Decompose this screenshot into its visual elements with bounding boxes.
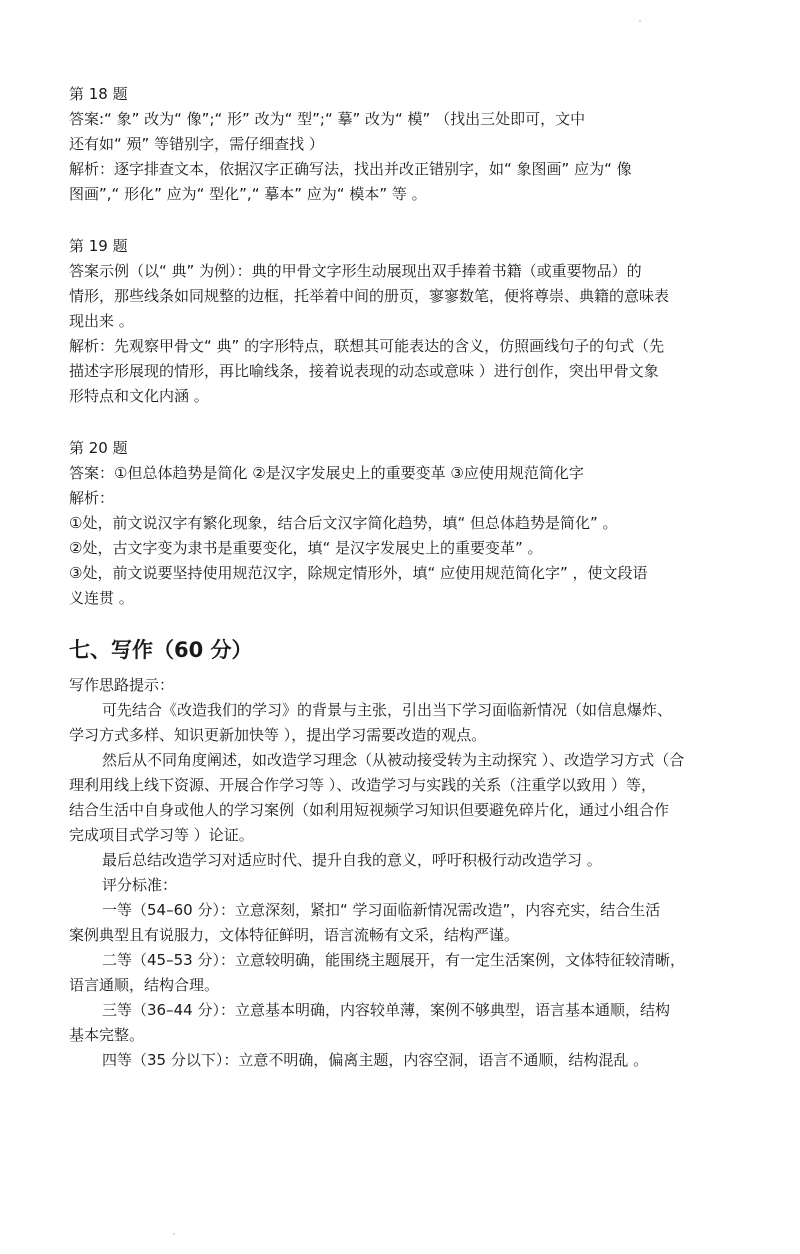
paragraph-line: 可先结合《改造我们的学习》的背景与主张，引出当下学习面临新情况（如信息爆炸、 xyxy=(102,701,673,719)
answer-line: 答案：①但总体趋势是简化 ②是汉字发展史上的重要变革 ③应使用规范简化字 xyxy=(69,464,584,482)
question-18-block xyxy=(69,82,749,207)
analysis-line: 解析：先观察甲骨文“ 典” 的字形特点，联想其可能表达的含义，仿照画线句子的句式（先 xyxy=(69,337,665,355)
question-title: 第 20 题 xyxy=(69,439,128,457)
grading-line: 三等（36–44 分）：立意基本明确，内容较单薄，案例不够典型，语言基本通顺，结构 xyxy=(102,1001,670,1019)
answer-line: 答案:“ 象” 改为“ 像”;“ 形” 改为“ 型”;“ 摹” 改为“ 模” （找出三处即可，文中 xyxy=(69,110,586,128)
question-20-block xyxy=(69,436,749,611)
analysis-line: 解析：逐字排查文本，依据汉字正确写法，找出并改正错别字，如“ 象图画” 应为“ 像 xyxy=(69,160,632,178)
question-19-block xyxy=(69,234,749,409)
answer-line: 答案示例（以“ 典” 为例）：典的甲骨文字形生动展现出双手捧着书籍（或重要物品）的 xyxy=(69,262,642,280)
analysis-line: 图画”,“ 形化” 应为“ 型化”,“ 摹本” 应为“ 模本” 等 。 xyxy=(69,185,427,203)
scan-speck xyxy=(173,1233,175,1235)
paragraph-line: 完成项目式学习等 ）论证。 xyxy=(69,826,254,844)
grading-line: 一等（54–60 分）：立意深刻，紧扣“ 学习面临新情况需改造”，内容充实，结合生活 xyxy=(102,901,661,919)
grading-line: 四等（35 分以下）：立意不明确，偏离主题，内容空洞，语言不通顺，结构混乱 。 xyxy=(102,1051,649,1069)
grading-line: 案例典型且有说服力，文体特征鲜明，语言流畅有文采，结构严谨。 xyxy=(69,926,520,944)
answer-line: 情形，那些线条如同规整的边框，托举着中间的册页，寥寥数笔，便将尊崇、典籍的意味表 xyxy=(69,287,670,305)
question-title: 第 19 题 xyxy=(69,237,128,255)
writing-section xyxy=(69,635,749,1073)
analysis-label: 解析： xyxy=(69,489,115,507)
scan-speck xyxy=(639,20,641,22)
paragraph-line: 结合生活中自身或他人的学习案例（如利用短视频学习知识但要避免碎片化，通过小组合作 xyxy=(69,801,670,819)
analysis-line: 义连贯 。 xyxy=(69,589,134,607)
answer-content xyxy=(69,82,749,1073)
analysis-line: 描述字形展现的情形，再比喻线条，接着说表现的动态或意味 ）进行创作，突出甲骨文象 xyxy=(69,362,659,380)
paragraph-line: 最后总结改造学习对适应时代、提升自我的意义，呼吁积极行动改造学习 。 xyxy=(102,851,602,869)
analysis-line: ②处，古文字变为隶书是重要变化，填“ 是汉字发展史上的重要变革” 。 xyxy=(69,539,543,557)
analysis-line: ①处，前文说汉字有繁化现象，结合后文汉字简化趋势，填“ 但总体趋势是简化” 。 xyxy=(69,514,618,532)
answer-line: 还有如“ 殒” 等错别字，需仔细查找 ） xyxy=(69,135,324,153)
section-heading: 七、写作（60 分） xyxy=(69,638,253,662)
writing-intro: 写作思路提示： xyxy=(69,676,175,694)
question-title: 第 18 题 xyxy=(69,85,128,103)
paragraph-line: 然后从不同角度阐述，如改造学习理念（从被动接受转为主动探究 ）、改造学习方式（合 xyxy=(102,751,685,769)
grading-line: 二等（45–53 分）：立意较明确，能围绕主题展开，有一定生活案例，文体特征较清晰， xyxy=(102,951,685,969)
grading-label: 评分标准： xyxy=(102,876,178,894)
answer-line: 现出来 。 xyxy=(69,312,134,330)
grading-line: 基本完整。 xyxy=(69,1026,145,1044)
paragraph-line: 理利用线上线下资源、开展合作学习等 ）、改造学习与实践的关系（注重学以致用 ）等， xyxy=(69,776,657,794)
analysis-line: 形特点和文化内涵 。 xyxy=(69,387,209,405)
analysis-line: ③处，前文说要坚持使用规范汉字，除规定情形外，填“ 应使用规范简化字” ，使文段语 xyxy=(69,564,648,582)
paragraph-line: 学习方式多样、知识更新加快等 ），提出学习需要改造的观点。 xyxy=(69,726,487,744)
grading-line: 语言通顺，结构合理。 xyxy=(69,976,220,994)
